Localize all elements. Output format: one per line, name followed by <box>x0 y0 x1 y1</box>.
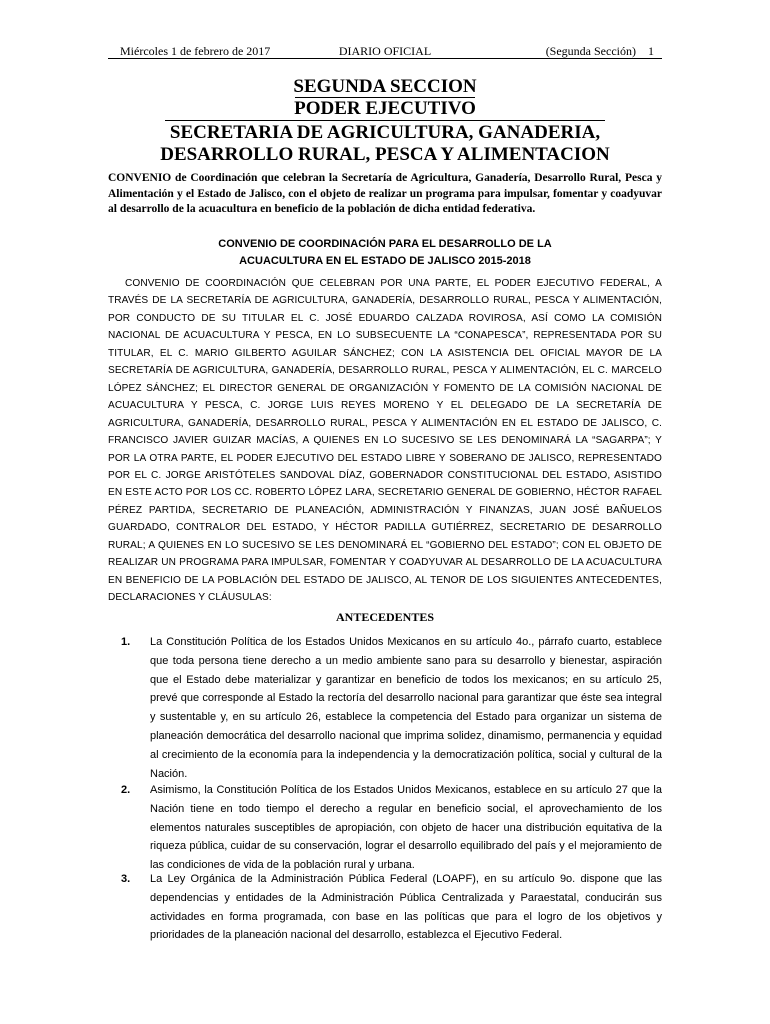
header-page-number: 1 <box>648 44 654 58</box>
header-date: Miércoles 1 de febrero de 2017 <box>120 44 271 58</box>
header-publication: DIARIO OFICIAL <box>338 44 432 58</box>
header-section: (Segunda Sección) <box>545 44 636 58</box>
antecedente-text: Asimismo, la Constitución Política de los Estados Unidos Mexicanos, establece en su artículo 27 que la Nación tiene en todo tiempo el derecho a regular en beneficio social, el aprovechamiento de los elementos naturales susceptibles de apropiación, con objeto de hacer una distribución equitativa de la riqueza pública, cuidar de su conservación, lograr el desarrollo equilibrado del país y el mejoramiento de las condiciones de vida de la población rural y urbana. <box>150 784 662 872</box>
antecedente-number: 1. <box>121 636 131 648</box>
convenio-summary: CONVENIO de Coordinación que celebran la Secretaría de Agricultura, Ganadería, Desarrollo Rural, Pesca y Alimentación y el Estado de Jalisco, con el objeto de realizar un programa para impulsar, fomentar y coadyuvar al desarrollo de la acuacultura en beneficio de la población de dicha entidad federativa. <box>108 172 662 215</box>
ministry-title-line1: SECRETARIA DE AGRICULTURA, GANADERIA, <box>169 122 601 143</box>
antecedente-text: La Ley Orgánica de la Administración Pública Federal (LOAPF), en su artículo 9o. dispone que las dependencias y entidades de la Administración Pública Centralizada y Paraestatal, conducirán sus actividades en forma programada, con base en las políticas que para el logro de los objetivos y prioridades de la planeación nacional del desarrollo, establezca el Ejecutivo Federal. <box>150 873 662 942</box>
antecedente-item <box>108 633 662 783</box>
convenio-title-line2: ACUACULTURA EN EL ESTADO DE JALISCO 2015-2018 <box>239 255 531 267</box>
antecedente-item <box>108 870 662 945</box>
antecedentes-heading: ANTECEDENTES <box>335 610 435 624</box>
header-section-info <box>546 44 654 59</box>
running-header <box>108 40 662 59</box>
convenio-title <box>108 236 662 270</box>
antecedente-item <box>108 781 662 875</box>
ministry-title-line2: DESARROLLO RURAL, PESCA Y ALIMENTACION <box>160 144 610 165</box>
antecedente-number: 3. <box>121 873 131 885</box>
section-title: SEGUNDA SECCION <box>293 76 477 97</box>
antecedente-number: 2. <box>121 784 131 796</box>
convenio-intro-paragraph: CONVENIO DE COORDINACIÓN QUE CELEBRAN POR UNA PARTE, EL PODER EJECUTIVO FEDERAL, A TRAVÉS DE LA SECRETARÍA DE AGRICULTURA, GANADERÍA, DESARROLLO RURAL, PESCA Y ALIMENTACIÓN, POR CONDUCTO DE SU TITULAR EL C. JOSÉ EDUARDO CALZADA ROVIROSA, ASÍ COMO LA COMISIÓN NACIONAL DE ACUACULTURA Y PESCA, EN LO SUBSECUENTE LA “CONAPESCA”, REPRESENTADA POR SU TITULAR, EL C. MARIO GILBERTO AGUILAR SÁNCHEZ; CON LA ASISTENCIA DEL OFICIAL MAYOR DE LA SECRETARÍA DE AGRICULTURA, GANADERÍA, DESARROLLO RURAL, PESCA Y ALIMENTACIÓN, EL C. MARCELO LÓPEZ SÁNCHEZ; EL DIRECTOR GENERAL DE ORGANIZACIÓN Y FOMENTO DE LA COMISIÓN NACIONAL DE ACUACULTURA Y PESCA, C. JORGE LUIS REYES MORENO Y EL DELEGADO DE LA SECRETARÍA DE AGRICULTURA, GANADERÍA, DESARROLLO RURAL, PESCA Y ALIMENTACIÓN EN EL ESTADO DE JALISCO, C. FRANCISCO JAVIER GUIZAR MACÍAS, A QUIENES EN LO SUCESIVO SE LES DENOMINARÁ LA “SAGARPA”; Y POR LA OTRA PARTE, EL PODER EJECUTIVO DEL ESTADO LIBRE Y SOBERANO DE JALISCO, REPRESENTADO POR EL C. JORGE ARISTÓTELES SANDOVAL DÍAZ, GOBERNADOR CONSTITUCIONAL DEL ESTADO, ASISTIDO EN ESTE ACTO POR LOS CC. ROBERTO LÓPEZ LARA, SECRETARIO GENERAL DE GOBIERNO, HÉCTOR RAFAEL PÉREZ PARTIDA, SECRETARIO DE PLANEACIÓN, ADMINISTRACIÓN Y FINANZAS, JUAN JOSÉ BAÑUELOS GUARDADO, CONTRALOR DEL ESTADO, Y HÉCTOR PADILLA GUTIÉRREZ, SECRETARIO DE DESARROLLO RURAL; A QUIENES EN LO SUCESIVO SE LES DENOMINARÁ EL “GOBIERNO DEL ESTADO”; CON EL OBJETO DE REALIZAR UN PROGRAMA PARA IMPULSAR, FOMENTAR Y COADYUVAR AL DESARROLLO DE LA ACUACULTURA EN BENEFICIO DE LA POBLACIÓN DEL ESTADO DE JALISCO, AL TENOR DE LOS SIGUIENTES ANTECEDENTES, DECLARACIONES Y CLÁUSULAS: <box>108 278 662 604</box>
antecedente-text: La Constitución Política de los Estados Unidos Mexicanos en su artículo 4o., párrafo cuarto, establece que toda persona tiene derecho a un medio ambiente sano para su desarrollo y bienestar, aspiración que el Estado debe materializar y garantizar en beneficio de todos los mexicanos; en su artículo 25, prevé que corresponde al Estado la rectoría del desarrollo nacional para garantizar que éste sea integral y sustentable y, en su artículo 26, establece la competencia del Estado para organizar un sistema de planeación democrática del desarrollo nacional que imprima solidez, dinamismo, permanencia y equidad al crecimiento de la economía para la independencia y la democratización política, social y cultural de la Nación. <box>150 636 662 780</box>
title-rule-2 <box>165 120 605 121</box>
convenio-title-line1: CONVENIO DE COORDINACIÓN PARA EL DESARROLLO DE LA <box>218 238 552 250</box>
branch-title: PODER EJECUTIVO <box>294 98 476 119</box>
